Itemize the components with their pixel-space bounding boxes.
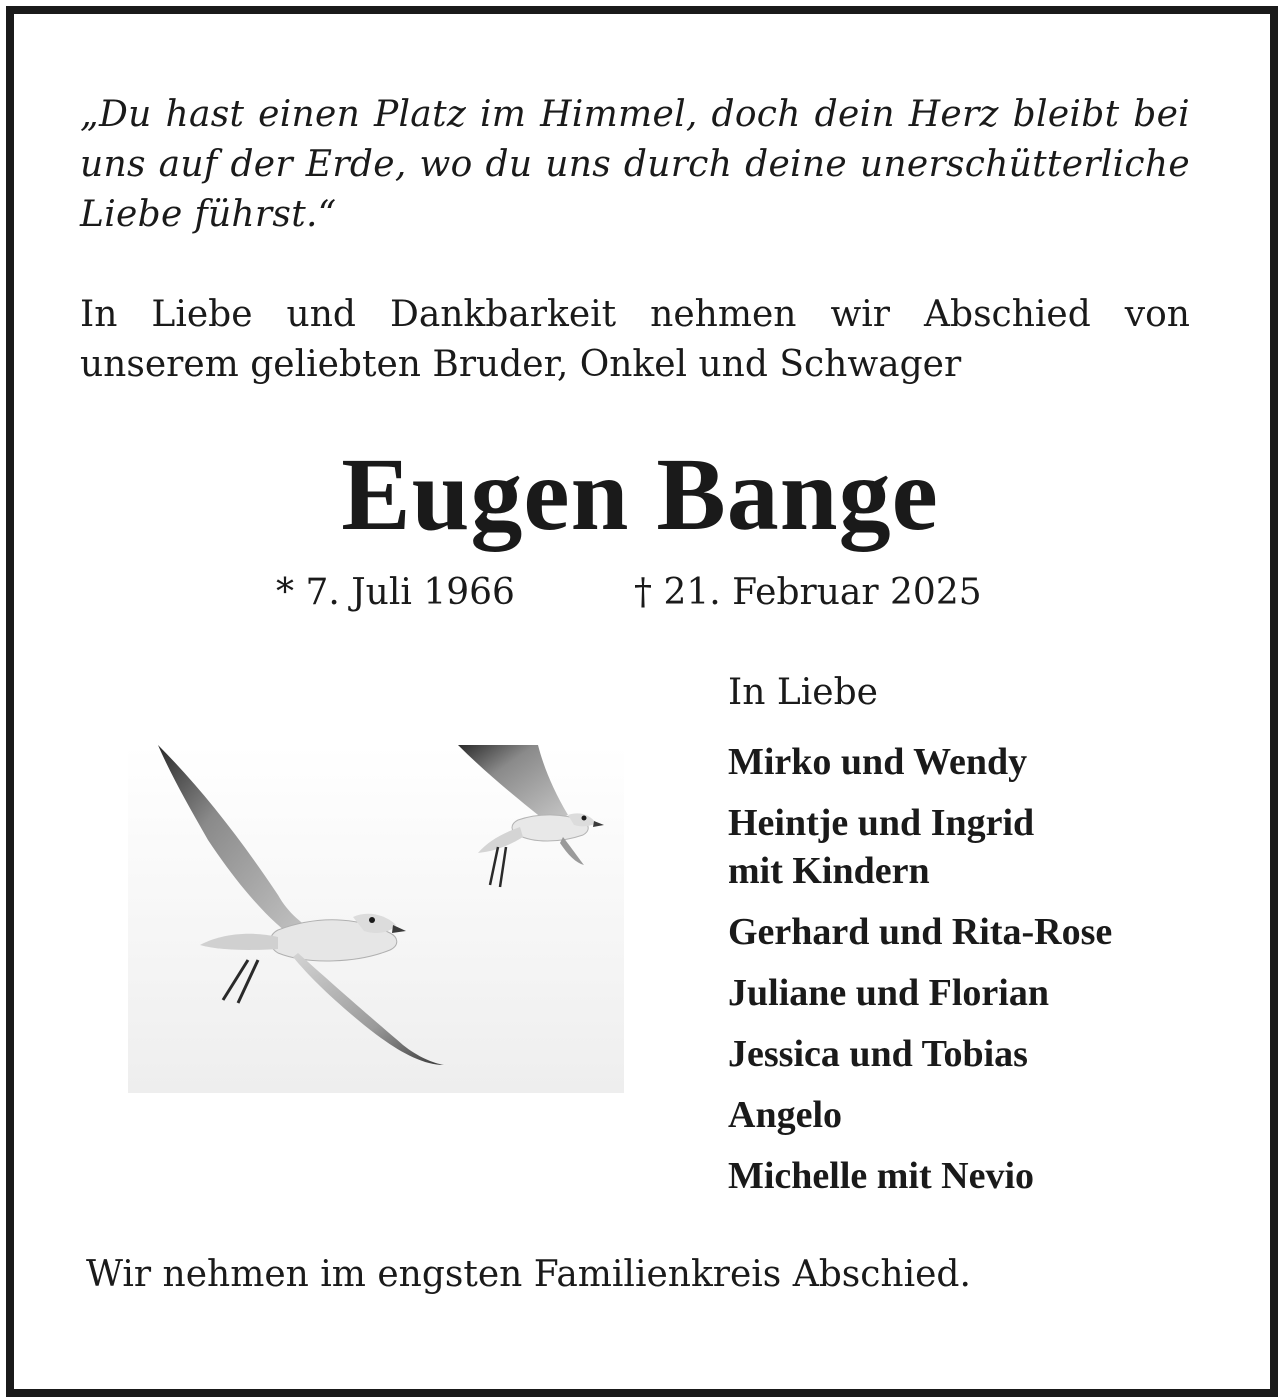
mourner-name: Heintje und Ingrid mit Kindern (728, 802, 1035, 892)
deceased-name: Eugen Bange (341, 437, 939, 552)
death-date: † 21. Februar 2025 (634, 572, 982, 613)
mourner-name: Mirko und Wendy (728, 741, 1028, 783)
birth-date: * 7. Juli 1966 (276, 572, 515, 613)
mourners-list (728, 738, 1248, 1213)
mourner-name: Angelo (728, 1094, 842, 1136)
funeral-note: Wir nehmen im engsten Familienkreis Abschied. (86, 1254, 971, 1295)
seagulls-image (128, 745, 624, 1093)
farewell-intro: In Liebe und Dankbarkeit nehmen wir Abschied von unserem geliebten Bruder, Onkel und Schwager (80, 294, 1190, 385)
mourners-heading: In Liebe (728, 672, 878, 713)
mourner-name: Michelle mit Nevio (728, 1155, 1035, 1197)
memorial-quote: „Du hast einen Platz im Himmel, doch dein Herz bleibt bei uns auf der Erde, wo du uns durch deine unerschütterliche Liebe führst.“ (80, 94, 1190, 235)
mourner-name: Gerhard und Rita-Rose (728, 911, 1113, 953)
mourner-name: Jessica und Tobias (728, 1033, 1028, 1075)
mourner-name: Juliane und Florian (728, 972, 1049, 1014)
